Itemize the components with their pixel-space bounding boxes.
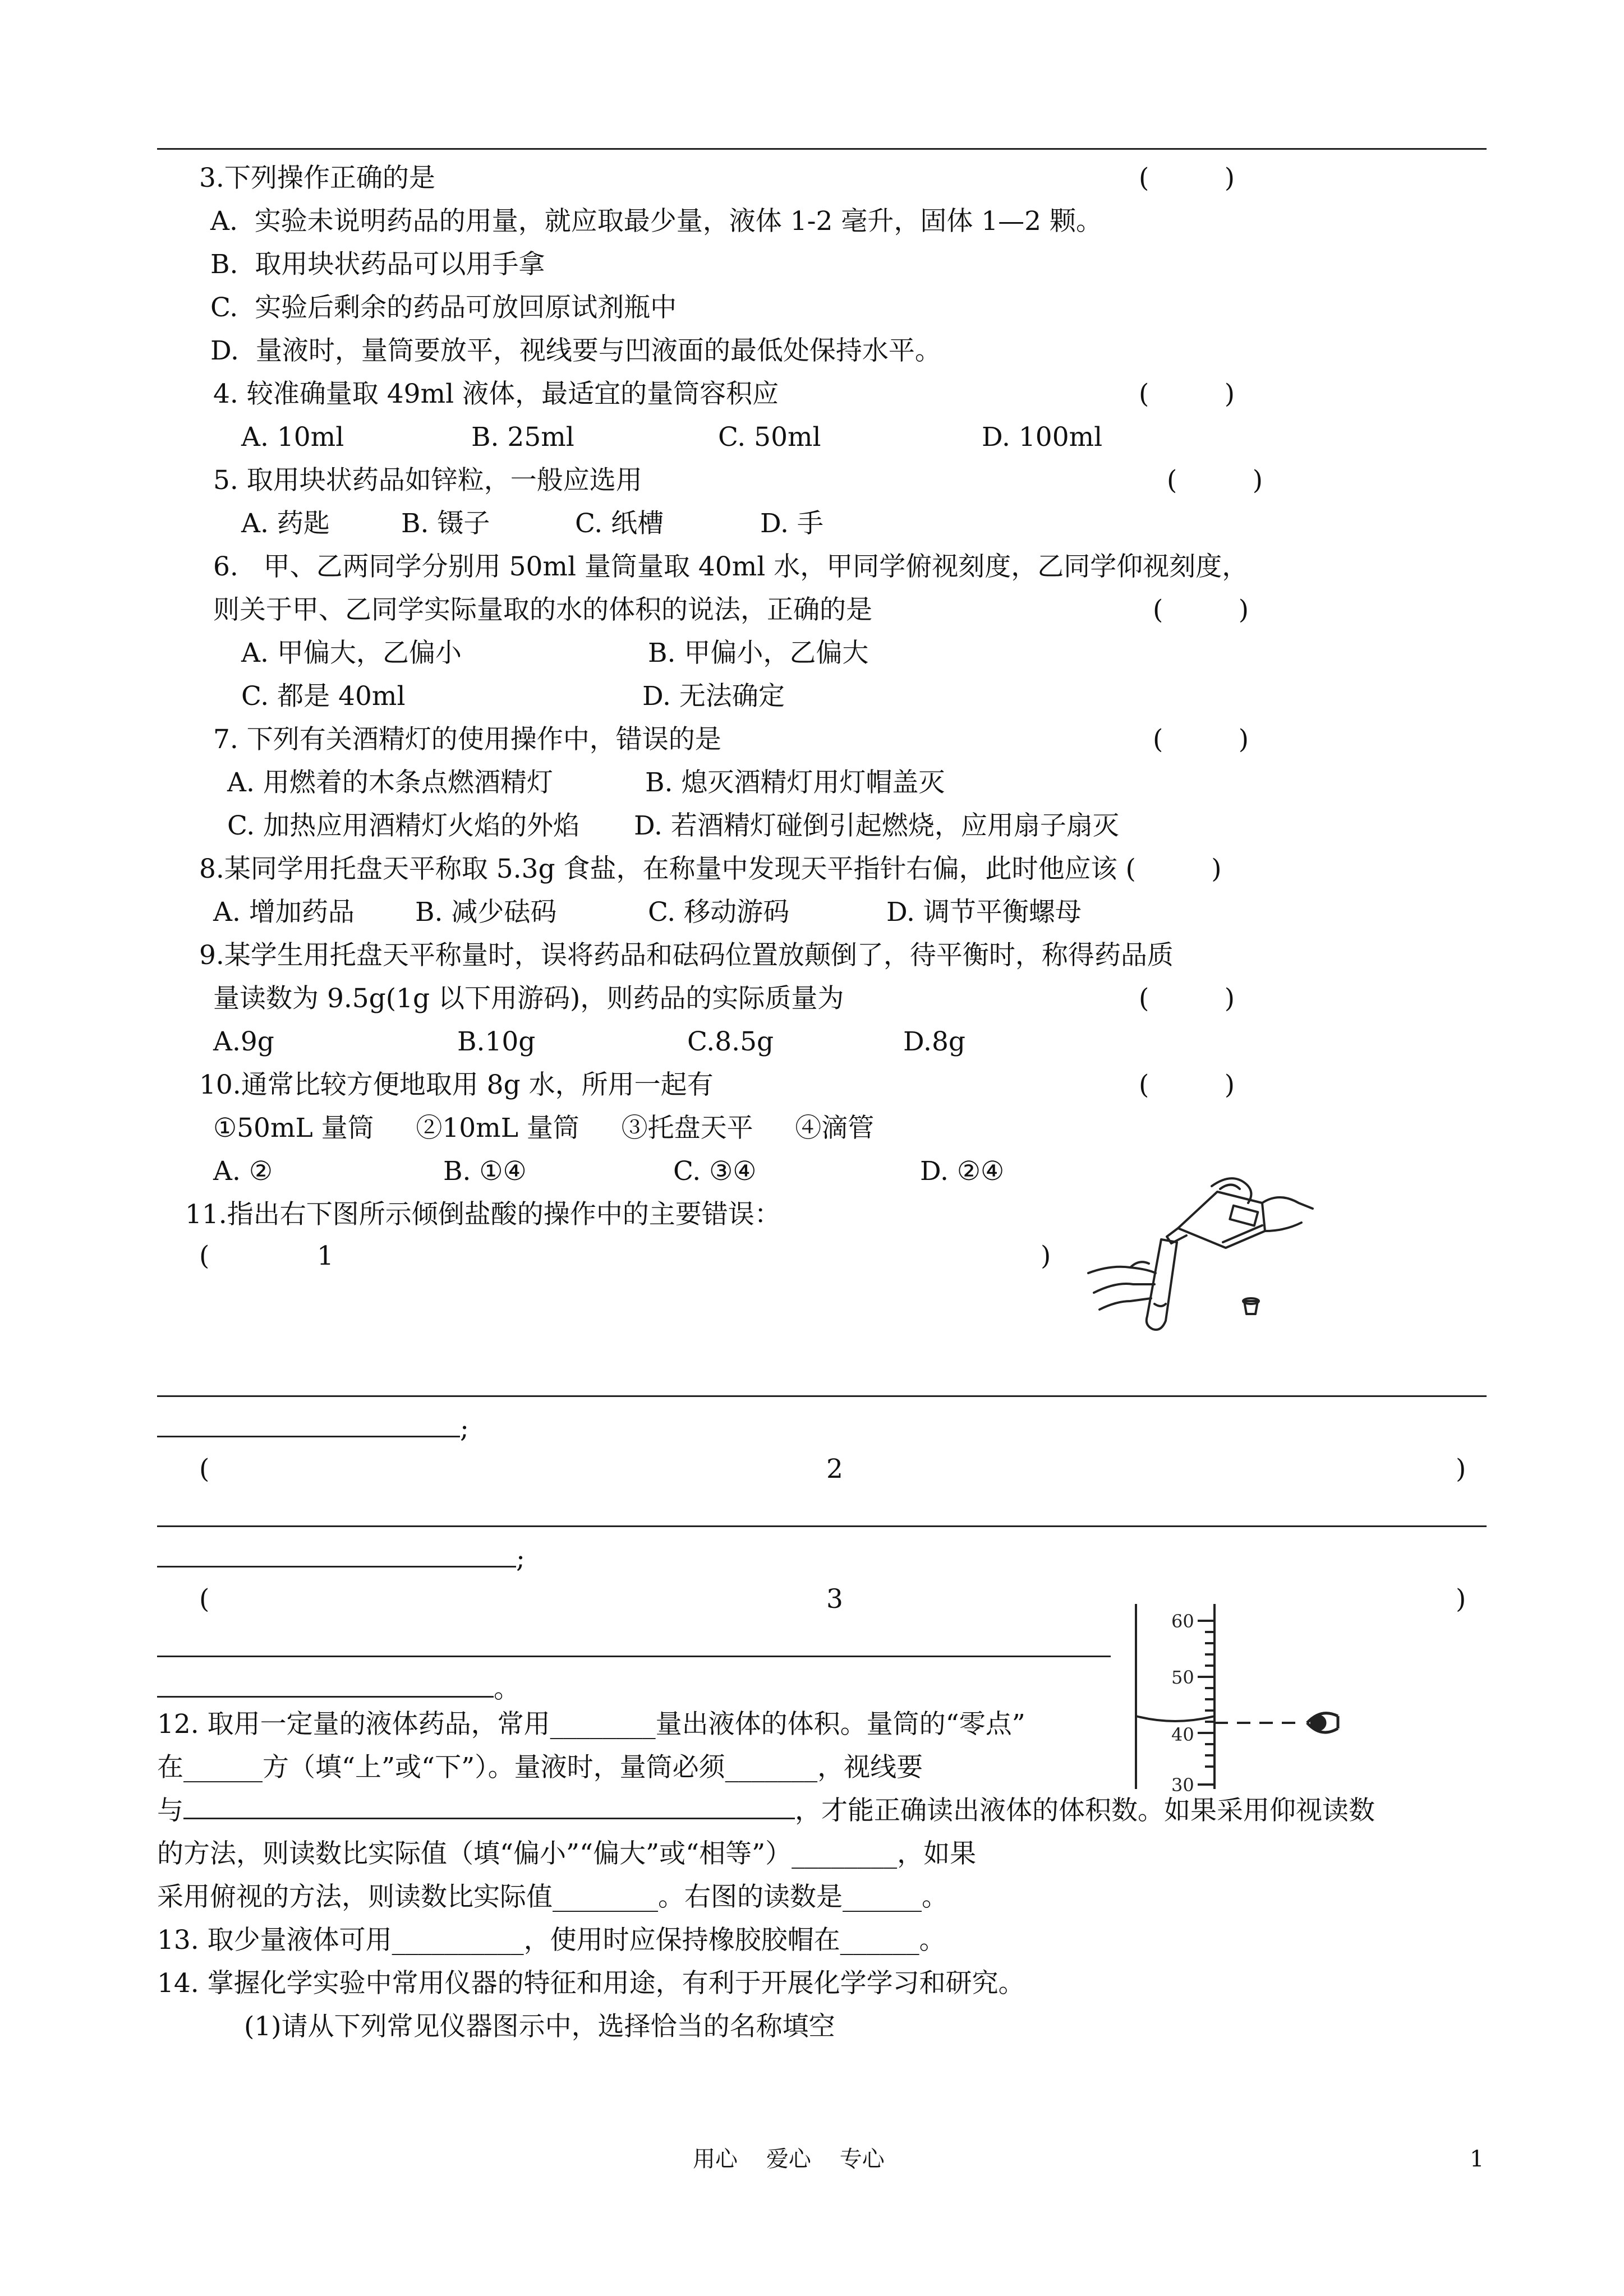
q6-option-d: D. 无法确定 <box>642 681 785 712</box>
q11-blank3-open: ( <box>199 1584 210 1615</box>
q6-stem-line1: 6. 甲、乙两同学分别用 50ml 量筒量取 40ml 水，甲同学俯视刻度，乙同学仰视刻度， <box>213 551 1249 582</box>
q3-option-b: B. 取用块状药品可以用手拿 <box>210 249 545 280</box>
cylinder-tick-label: 30 <box>1171 1774 1194 1796</box>
q11-blank2-open: ( <box>199 1454 210 1484</box>
q9-option-d: D.8g <box>903 1026 965 1057</box>
q11-blank2-close: ) <box>1456 1454 1466 1484</box>
q11-blank2-punct: ; <box>516 1543 525 1574</box>
graduated-cylinder-figure <box>1122 1604 1358 1796</box>
q5-answer-paren: ( ) <box>1167 465 1263 496</box>
pouring-acid-figure <box>1077 1169 1313 1338</box>
footer-motto: 用心 爱心 专心 <box>693 2146 885 2172</box>
q6-answer-paren: ( ) <box>1153 594 1249 625</box>
reagent-bottle <box>1178 1192 1265 1248</box>
q4-option-c: C. 50ml <box>718 422 821 453</box>
q14-text: 14. 掌握化学实验中常用仪器的特征和用途，有利于开展化学学习和研究。 <box>157 1968 1025 1999</box>
q11-blank2-end <box>157 1542 525 1576</box>
q11-blank3-number: 3 <box>826 1584 843 1615</box>
q3-option-a: A. 实验未说明药品的用量，就应取最少量，液体 1-2 毫升，固体 1—2 颗。 <box>210 206 1103 237</box>
q10-stem: 10.通常比较方便地取用 8g 水，所用一起有 <box>199 1069 714 1100</box>
q11-stem: 11.指出右下图所示倾倒盐酸的操作中的主要错误： <box>185 1199 781 1230</box>
q12-line3-end: ，才能正确读出液体的体积数。如果采用仰视读数 <box>795 1795 1375 1826</box>
q11-answer-line-3 <box>157 1656 1111 1657</box>
q9-option-c: C.8.5g <box>687 1026 774 1057</box>
cylinder-tick-label: 50 <box>1171 1667 1194 1688</box>
q4-option-b: B. 25ml <box>471 422 574 453</box>
q10-option-b: B. ①④ <box>443 1156 527 1187</box>
q8-option-c: C. 移动游码 <box>648 897 790 928</box>
q10-option-c: C. ③④ <box>673 1156 757 1187</box>
q10-answer-paren: ( ) <box>1139 1069 1235 1100</box>
cylinder-tick-label: 40 <box>1171 1724 1194 1745</box>
q11-blank1-number: 1 <box>317 1241 334 1271</box>
q10-option-d: D. ②④ <box>920 1156 1005 1187</box>
q12-line1: 12. 取用一定量的液体药品，常用________量出液体的体积。量筒的“零点” <box>157 1709 1025 1740</box>
q8-option-b: B. 减少砝码 <box>415 897 557 928</box>
q6-stem-line2: 则关于甲、乙同学实际量取的水的体积的说法，正确的是 <box>213 594 872 625</box>
q7-option-c: C. 加热应用酒精灯火焰的外焰 <box>227 810 580 841</box>
q9-stem-line2: 量读数为 9.5g(1g 以下用游码)，则药品的实际质量为 <box>213 983 844 1014</box>
q4-option-a: A. 10ml <box>241 422 344 453</box>
q7-option-d: D. 若酒精灯碰倒引起燃烧，应用扇子扇灭 <box>634 810 1119 841</box>
eye-icon <box>1307 1713 1338 1732</box>
q13-text: 13. 取少量液体可用__________，使用时应保持橡胶胶帽在______。 <box>157 1925 946 1956</box>
cylinder-tick-label: 60 <box>1171 1611 1194 1632</box>
q5-option-d: D. 手 <box>760 508 823 539</box>
q12-line4: 的方法，则读数比实际值（填“偏小”“偏大”或“相等”）________，如果 <box>157 1838 977 1869</box>
q6-option-a: A. 甲偏大，乙偏小 <box>241 638 462 668</box>
answer-blank[interactable] <box>157 1543 516 1567</box>
q11-blank3-end <box>157 1672 520 1706</box>
q4-answer-paren: ( ) <box>1139 379 1235 409</box>
q11-blank3-close: ) <box>1456 1584 1466 1615</box>
q8-option-d: D. 调节平衡螺母 <box>886 897 1082 928</box>
meniscus <box>1136 1716 1214 1721</box>
q9-option-a: A.9g <box>213 1026 274 1057</box>
q7-stem: 7. 下列有关酒精灯的使用操作中，错误的是 <box>213 724 721 755</box>
header-rule <box>157 148 1487 150</box>
q11-blank1-punct: ; <box>460 1413 469 1444</box>
answer-blank[interactable] <box>157 1413 460 1437</box>
q11-blank1-close: ) <box>1041 1241 1051 1271</box>
q14-sub: (1)请从下列常见仪器图示中，选择恰当的名称填空 <box>244 2011 835 2042</box>
page-number: 1 <box>1470 2146 1484 2172</box>
q4-option-d: D. 100ml <box>982 422 1103 453</box>
q7-answer-paren: ( ) <box>1153 724 1249 755</box>
q12-line3-start: 与 <box>157 1795 183 1826</box>
answer-blank[interactable] <box>183 1795 795 1819</box>
q6-option-b: B. 甲偏小，乙偏大 <box>648 638 869 668</box>
q12-line2: 在______方（填“上”或“下”）。量液时，量筒必须_______，视线要 <box>157 1752 923 1783</box>
q10-option-a: A. ② <box>213 1156 273 1187</box>
q11-answer-line-1 <box>157 1395 1487 1397</box>
q11-blank2-number: 2 <box>826 1454 843 1484</box>
q11-answer-line-2 <box>157 1525 1487 1527</box>
q5-option-b: B. 镊子 <box>401 508 490 539</box>
q5-option-c: C. 纸槽 <box>575 508 664 539</box>
q5-option-a: A. 药匙 <box>241 508 330 539</box>
q9-option-b: B.10g <box>457 1026 536 1057</box>
answer-blank[interactable] <box>157 1673 494 1698</box>
q7-option-b: B. 熄灭酒精灯用灯帽盖灭 <box>645 767 945 798</box>
q3-option-d: D. 量液时，量筒要放平，视线要与凹液面的最低处保持水平。 <box>210 335 941 366</box>
q8-option-a: A. 增加药品 <box>213 897 355 928</box>
q7-option-a: A. 用燃着的木条点燃酒精灯 <box>227 767 553 798</box>
q12-line3 <box>157 1794 1375 1828</box>
q9-answer-paren: ( ) <box>1139 983 1235 1014</box>
q10-items: ①50mL 量筒 ②10mL 量筒 ③托盘天平 ④滴管 <box>213 1113 875 1144</box>
q3-option-c: C. 实验后剩余的药品可放回原试剂瓶中 <box>210 292 677 323</box>
q3-stem: 3.下列操作正确的是 <box>199 163 435 193</box>
q5-stem: 5. 取用块状药品如锌粒，一般应选用 <box>213 465 642 496</box>
q3-answer-paren: ( ) <box>1139 163 1235 193</box>
q11-blank1-open: ( <box>199 1241 210 1271</box>
q4-stem: 4. 较准确量取 49ml 液体，最适宜的量筒容积应 <box>213 379 779 409</box>
q6-option-c: C. 都是 40ml <box>241 681 406 712</box>
q11-blank1-end <box>157 1412 469 1446</box>
q8-stem: 8.某同学用托盘天平称取 5.3g 食盐，在称量中发现天平指针右偏，此时他应该 ( ) <box>199 854 1222 884</box>
q11-blank3-punct: 。 <box>494 1673 520 1704</box>
q12-line5: 采用俯视的方法，则读数比实际值________。右图的读数是______。 <box>157 1882 948 1912</box>
q9-stem-line1: 9.某学生用托盘天平称量时，误将药品和砝码位置放颠倒了，待平衡时，称得药品质 <box>199 940 1174 971</box>
